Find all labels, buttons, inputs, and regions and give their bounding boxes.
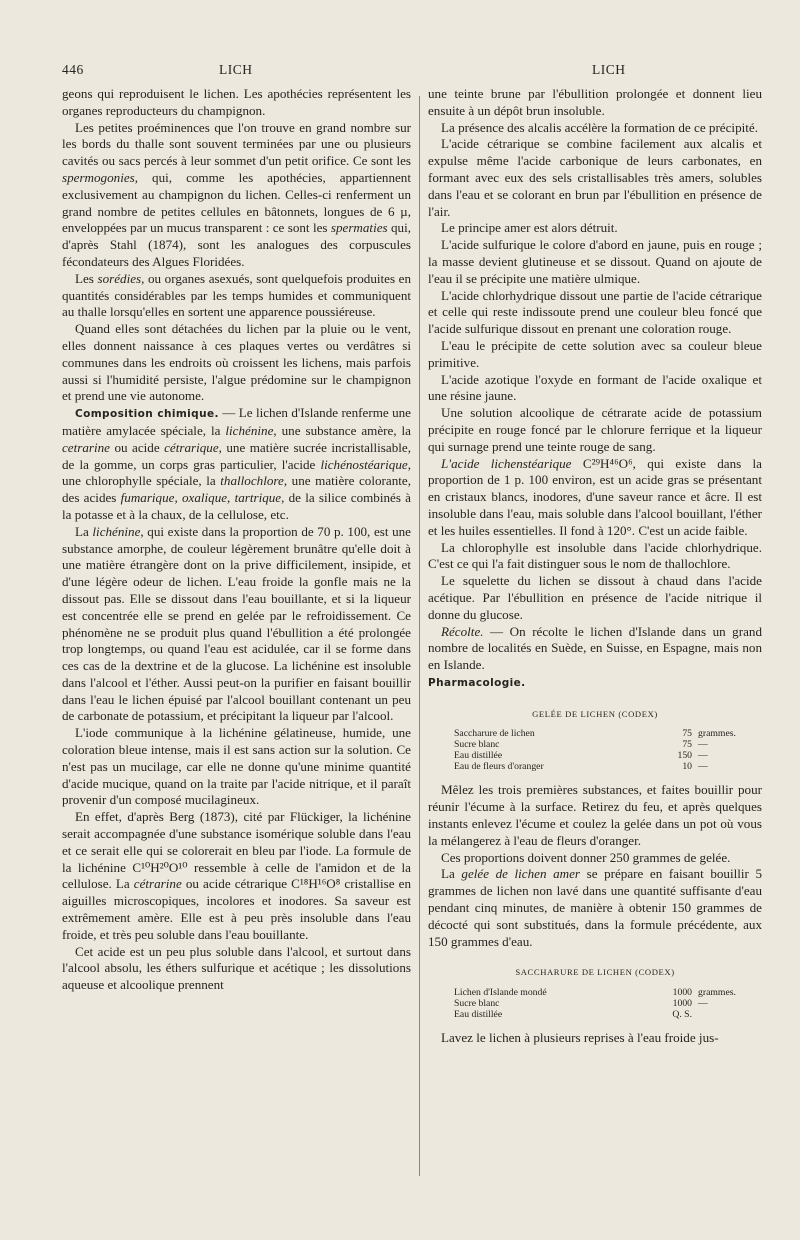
paragraph: L'acide cétrarique se combine facilement aux alcalis et expulse même l'acide carbonique de leurs carbonates, en formant avec eux des sels cristallisables très amers, solubles dans l'eau et se colorant en brun par l'ébullition en présence de l'air. [428,136,762,219]
recipe-row: Eau de fleurs d'oranger 10 — [454,761,708,773]
recipe-table [454,987,736,1020]
recipe-row: Lichen d'Islande mondé 1000 grammes. [454,987,736,999]
paragraph: L'acide lichenstéarique C²⁹H⁴⁶O⁶, qui existe dans la proportion de 1 p. 100 environ, est un acide gras se présentant en cristaux blancs, inodores, d'une saveur rance et âcre. Il est insoluble dans l'eau, mais soluble dans l'alcool bouillant, l'éther et les huiles essentielles. Il fond à 120°. C'est un acide faible. [428,455,762,538]
paragraph: L'acide azotique l'oxyde en formant de l'acide oxalique et une résine jaune. [428,371,762,404]
section-heading: Composition chimique. [75,408,219,421]
column-divider [419,96,420,1176]
paragraph: La lichénine, qui existe dans la proportion de 70 p. 100, est une substance amorphe, de couleur légèrement brunâtre qu'elle doit à une matière étrangère dont on la prive difficilement, insipide, et d'une légère odeur de lichen. L'eau froide la gonfle mais ne la dissout pas. Elle se dissout dans l'eau bouillante, et si la liqueur est concentrée elle se prend en gelée par le refroidissement. Ce phénomène ne se produit plus quand l'ébullition a été prolongée trop longtemps, ou quand l'eau est acidulée, car il se forme dans ces cas de la dextrine et de la glucose. La lichénine est insoluble dans l'alcool et l'éther. Aussi peut-on la purifier en faisant bouillir dans l'eau le lichen épuisé par l'alcool bouillant contenant un peu de carbonate de potassium, et précipitant la liqueur par l'alcool. [62,523,411,724]
paragraph: Récolte. — On récolte le lichen d'Islande dans un grand nombre de localités en Suède, en Suisse, en Espagne, mais non en Islande. [428,623,762,673]
recipe-title: SACCHARURE DE LICHEN (CODEX) [515,967,675,978]
paragraph: L'iode communique à la lichénine gélatineuse, humide, une coloration bleue intense, mais il est sans action sur la solution. Ce n'est pas un mucilage, car elle ne donne qu'une minime quantité d'acide mucique, quand on la traite par l'acide nitrique, et il paraît provenir d'un composé mucilagineux. [62,725,411,808]
recipe-title: GELÉE DE LICHEN (CODEX) [532,708,658,719]
paragraph: une teinte brune par l'ébullition prolongée et donnent lieu ensuite à un dépôt brun insoluble. [428,86,762,118]
paragraph: Composition chimique. — Le lichen d'Islande renferme une matière amylacée spéciale, la lichénine, une substance amère, la cetrarine ou acide cétrarique, une matière sucrée incristallisable, de la gomme, un corps gras particulier, l'acide lichénostéarique, une chlorophylle spéciale, la thallochlore, une matière colorante, des acides fumarique, oxalique, tartrique, de la silice combinés à la potasse et à la chaux, de la cellulose, etc. [62,405,411,522]
paragraph: Les petites proéminences que l'on trouve en grand nombre sur les bords du thalle sont souvent terminées par une ou plusieurs cavités ou sacs percés à leur sommet d'un petit orifice. Ce sont les spermogonies, qui, comme les apothécies, appartiennent exclusivement au champignon du lichen. Celles-ci renferment un grand nombre de petites cellules en bâtonnets, longues de 6 µ, enveloppées par un mucus transparent : ce sont les spermaties qui, d'après Stahl (1874), sont les analogues des corpuscules fécondateurs des Algues Floridées. [62,119,412,269]
paragraph: geons qui reproduisent le lichen. Les apothécies représentent les organes reproducteurs du champignon. [62,86,411,118]
recipe-row: Sucre blanc 1000 — [454,998,708,1010]
running-head-right: LICH [592,62,626,77]
recipe-row: Saccharure de lichen 75 grammes. [454,728,736,740]
paragraph: La gelée de lichen amer se prépare en faisant bouillir 5 grammes de lichen non lavé dans une quantité suffisante d'eau pendant cinq minutes, de manière à obtenir 150 grammes de décocté qui sont substitués, dans la formule précédente, aux 150 grammes d'eau. [428,866,762,949]
paragraph: L'acide chlorhydrique dissout une partie de l'acide cétrarique et celle qui reste indissoute prend une couleur bleu foncé que l'acide sulfurique dissout en prenant une coloration rouge. [428,287,762,337]
left-column [62,86,411,994]
running-head-left: LICH [219,62,253,77]
paragraph: Quand elles sont détachées du lichen par la pluie ou le vent, elles donnent naissance à ces plaques vertes ou verdâtres si communes dans les endroits où croissent les lichens, mais parfois aussi si l'humidité persiste, l'algue prédomine sur le champignon et prend une vie autonome. [62,321,411,404]
paragraph: La chlorophylle est insoluble dans l'acide chlorhydrique. C'est ce qui l'a fait distinguer sous le nom de thallochlore. [428,539,762,572]
recipe-row: Sucre blanc 75 — [454,739,708,751]
paragraph: Le squelette du lichen se dissout à chaud dans l'acide acétique. Par l'ébullition en présence de l'acide nitrique il donne du glucose. [428,573,762,622]
paragraph: Une solution alcoolique de cétrarate acide de potassium précipite en rouge foncé par le chlorure ferrique et la liqueur qui surnage prend une teinte rouge de sang. [428,405,762,454]
paragraph: Lavez le lichen à plusieurs reprises à l'eau froide jus- [441,1030,719,1046]
paragraph: Les sorédies, ou organes asexués, sont quelquefois produites en quantités considérables par les temps humides et communiquent au thalle lorsqu'elles en sortent une apparence poussiéreuse. [62,270,411,320]
paragraph: Le principe amer est alors détruit. [441,220,618,236]
page-number: 446 [62,62,84,77]
paragraph: Mêlez les trois premières substances, et faites bouillir pour réunir l'écume à la surface. Retirez du feu, et après quelques instants enlevez l'écume et coulez la gelée dans un pot où vous la mélangerez à l'eau de fleurs d'oranger. [428,782,762,848]
paragraph: Cet acide est un peu plus soluble dans l'alcool, et surtout dans l'alcool absolu, les éthers sulfurique et acétique ; les dissolutions aqueuse et alcoolique prennent [62,943,411,993]
right-column [428,86,762,1047]
paragraph: L'acide sulfurique le colore d'abord en jaune, puis en rouge ; la masse devient glutineuse et se dissout. Quand on ajoute de l'eau il se précipite une matière ulmique. [428,237,762,286]
section-heading: Pharmacologie. [428,676,526,689]
paragraph: En effet, d'après Berg (1873), cité par Flückiger, la lichénine serait accompagnée d'une substance isomérique soluble dans l'eau et ce serait elle qui se colorerait en bleu par l'iode. La formule de la lichénine C¹⁰H²⁰O¹⁰ ressemble à celle de l'amidon et de la cellulose. La cétrarine ou acide cétrarique C¹⁸H¹⁶O⁸ cristallise en aiguilles microscopiques, incolores et inodores. Sa saveur est extrêmement amère. Elle est à peu près insoluble dans l'eau froide, et très peu soluble dans l'eau bouillante. [62,809,412,942]
recipe-table [454,728,736,772]
recipe-row: Eau distillée 150 — [454,750,708,762]
paragraph: L'eau le précipite de cette solution avec sa couleur bleue primitive. [428,337,762,370]
paragraph: Ces proportions doivent donner 250 grammes de gelée. [441,849,731,865]
paragraph: La présence des alcalis accélère la formation de ce précipité. [441,119,758,135]
recipe-row: Eau distillée Q. S. [454,1009,692,1021]
